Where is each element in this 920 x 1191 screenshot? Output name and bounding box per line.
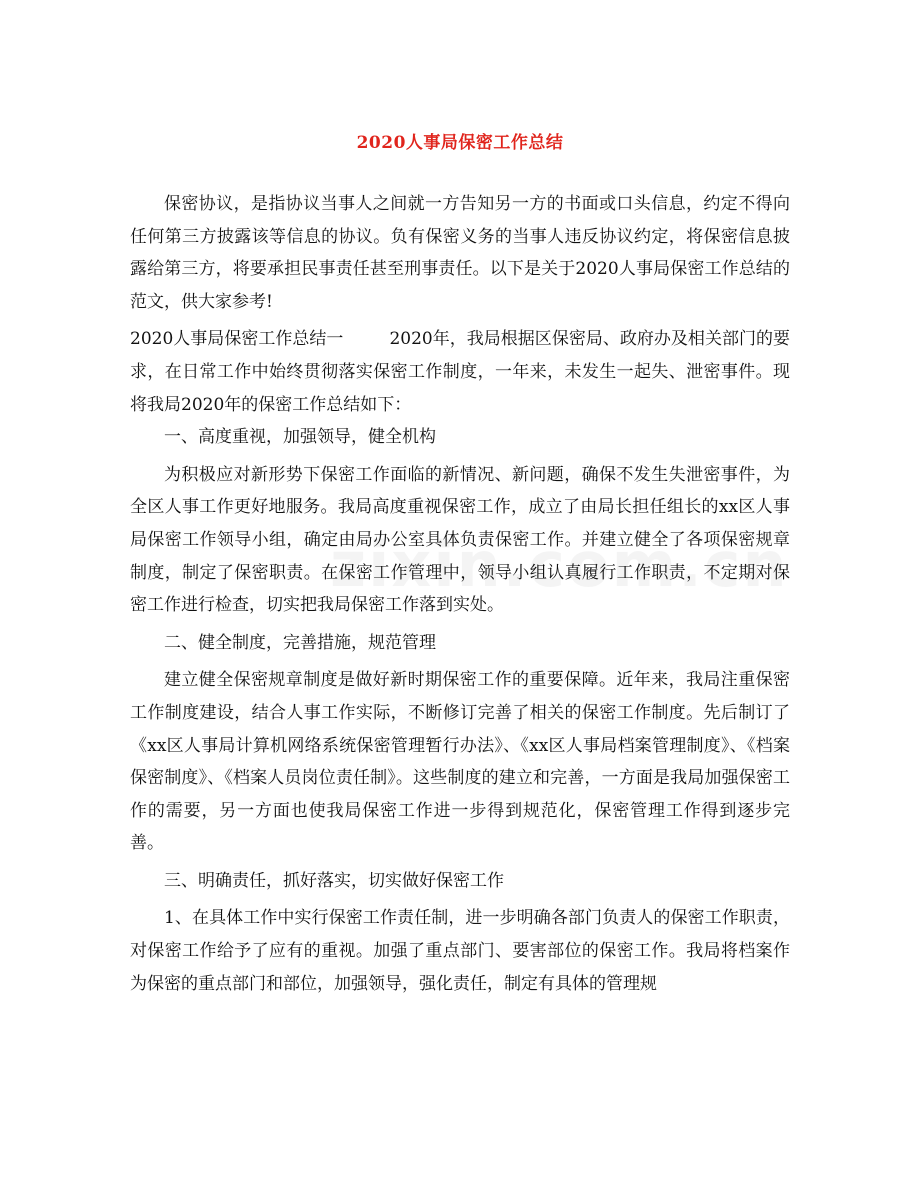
summary-heading: 2020人事局保密工作总结一 — [130, 329, 344, 350]
section-heading-1: 一、高度重视，加强领导，健全机构 — [164, 427, 436, 448]
section-heading-2: 二、健全制度，完善措施，规范管理 — [164, 632, 436, 653]
section-heading-3: 三、明确责任，抓好落实，切实做好保密工作 — [164, 870, 504, 891]
document-title: 2020人事局保密工作总结 — [356, 133, 564, 153]
summary-text: 2020年，我局根据区保密局、政府办及相关部门的要求，在日常工作中始终贯彻落实保密工作制度，一年来，未发生一起失、泄密事件。现将我局2020年的保密工作总结如下： — [130, 329, 791, 415]
section-paragraph-3: 1、在具体工作中实行保密工作责任制，进一步明确各部门负责人的保密工作职责，对保密工作给予了应有的重视。加强了重点部门、要害部位的保密工作。我局将档案作为保密的重点部门和部位，加强领导，强化责任，制定有具体的管理规 — [130, 908, 790, 994]
intro-paragraph: 保密协议，是指协议当事人之间就一方告知另一方的书面或口头信息，约定不得向任何第三方披露该等信息的协议。负有保密义务的当事人违反协议约定，将保密信息披露给第三方，将要承担民事责任甚至刑事责任。以下是关于2020人事局保密工作总结的范文，供大家参考! — [130, 194, 790, 312]
summary-paragraph — [130, 323, 790, 421]
section-paragraph-2: 建立健全保密规章制度是做好新时期保密工作的重要保障。近年来，我局注重保密工作制度建设，结合人事工作实际，不断修订完善了相关的保密工作制度。先后制订了《xx区人事局计算机网络系统保密管理暂行办法》、《xx区人事局档案管理制度》、《档案保密制度》、《档案人员岗位责任制》。这些制度的建立和完善，一方面是我局加强保密工作的需要，另一方面也使我局保密工作进一步得到规范化，保密管理工作得到逐步完善。 — [130, 670, 790, 854]
section-paragraph-1: 为积极应对新形势下保密工作面临的新情况、新问题，确保不发生失泄密事件，为全区人事工作更好地服务。我局高度重视保密工作，成立了由局长担任组长的xx区人事局保密工作领导小组，确定由局办公室具体负责保密工作。并建立健全了各项保密规章制度，制定了保密职责。在保密工作管理中，领导小组认真履行工作职责，不定期对保密工作进行检查，切实把我局保密工作落到实处。 — [130, 464, 790, 616]
document-body — [130, 188, 790, 1000]
